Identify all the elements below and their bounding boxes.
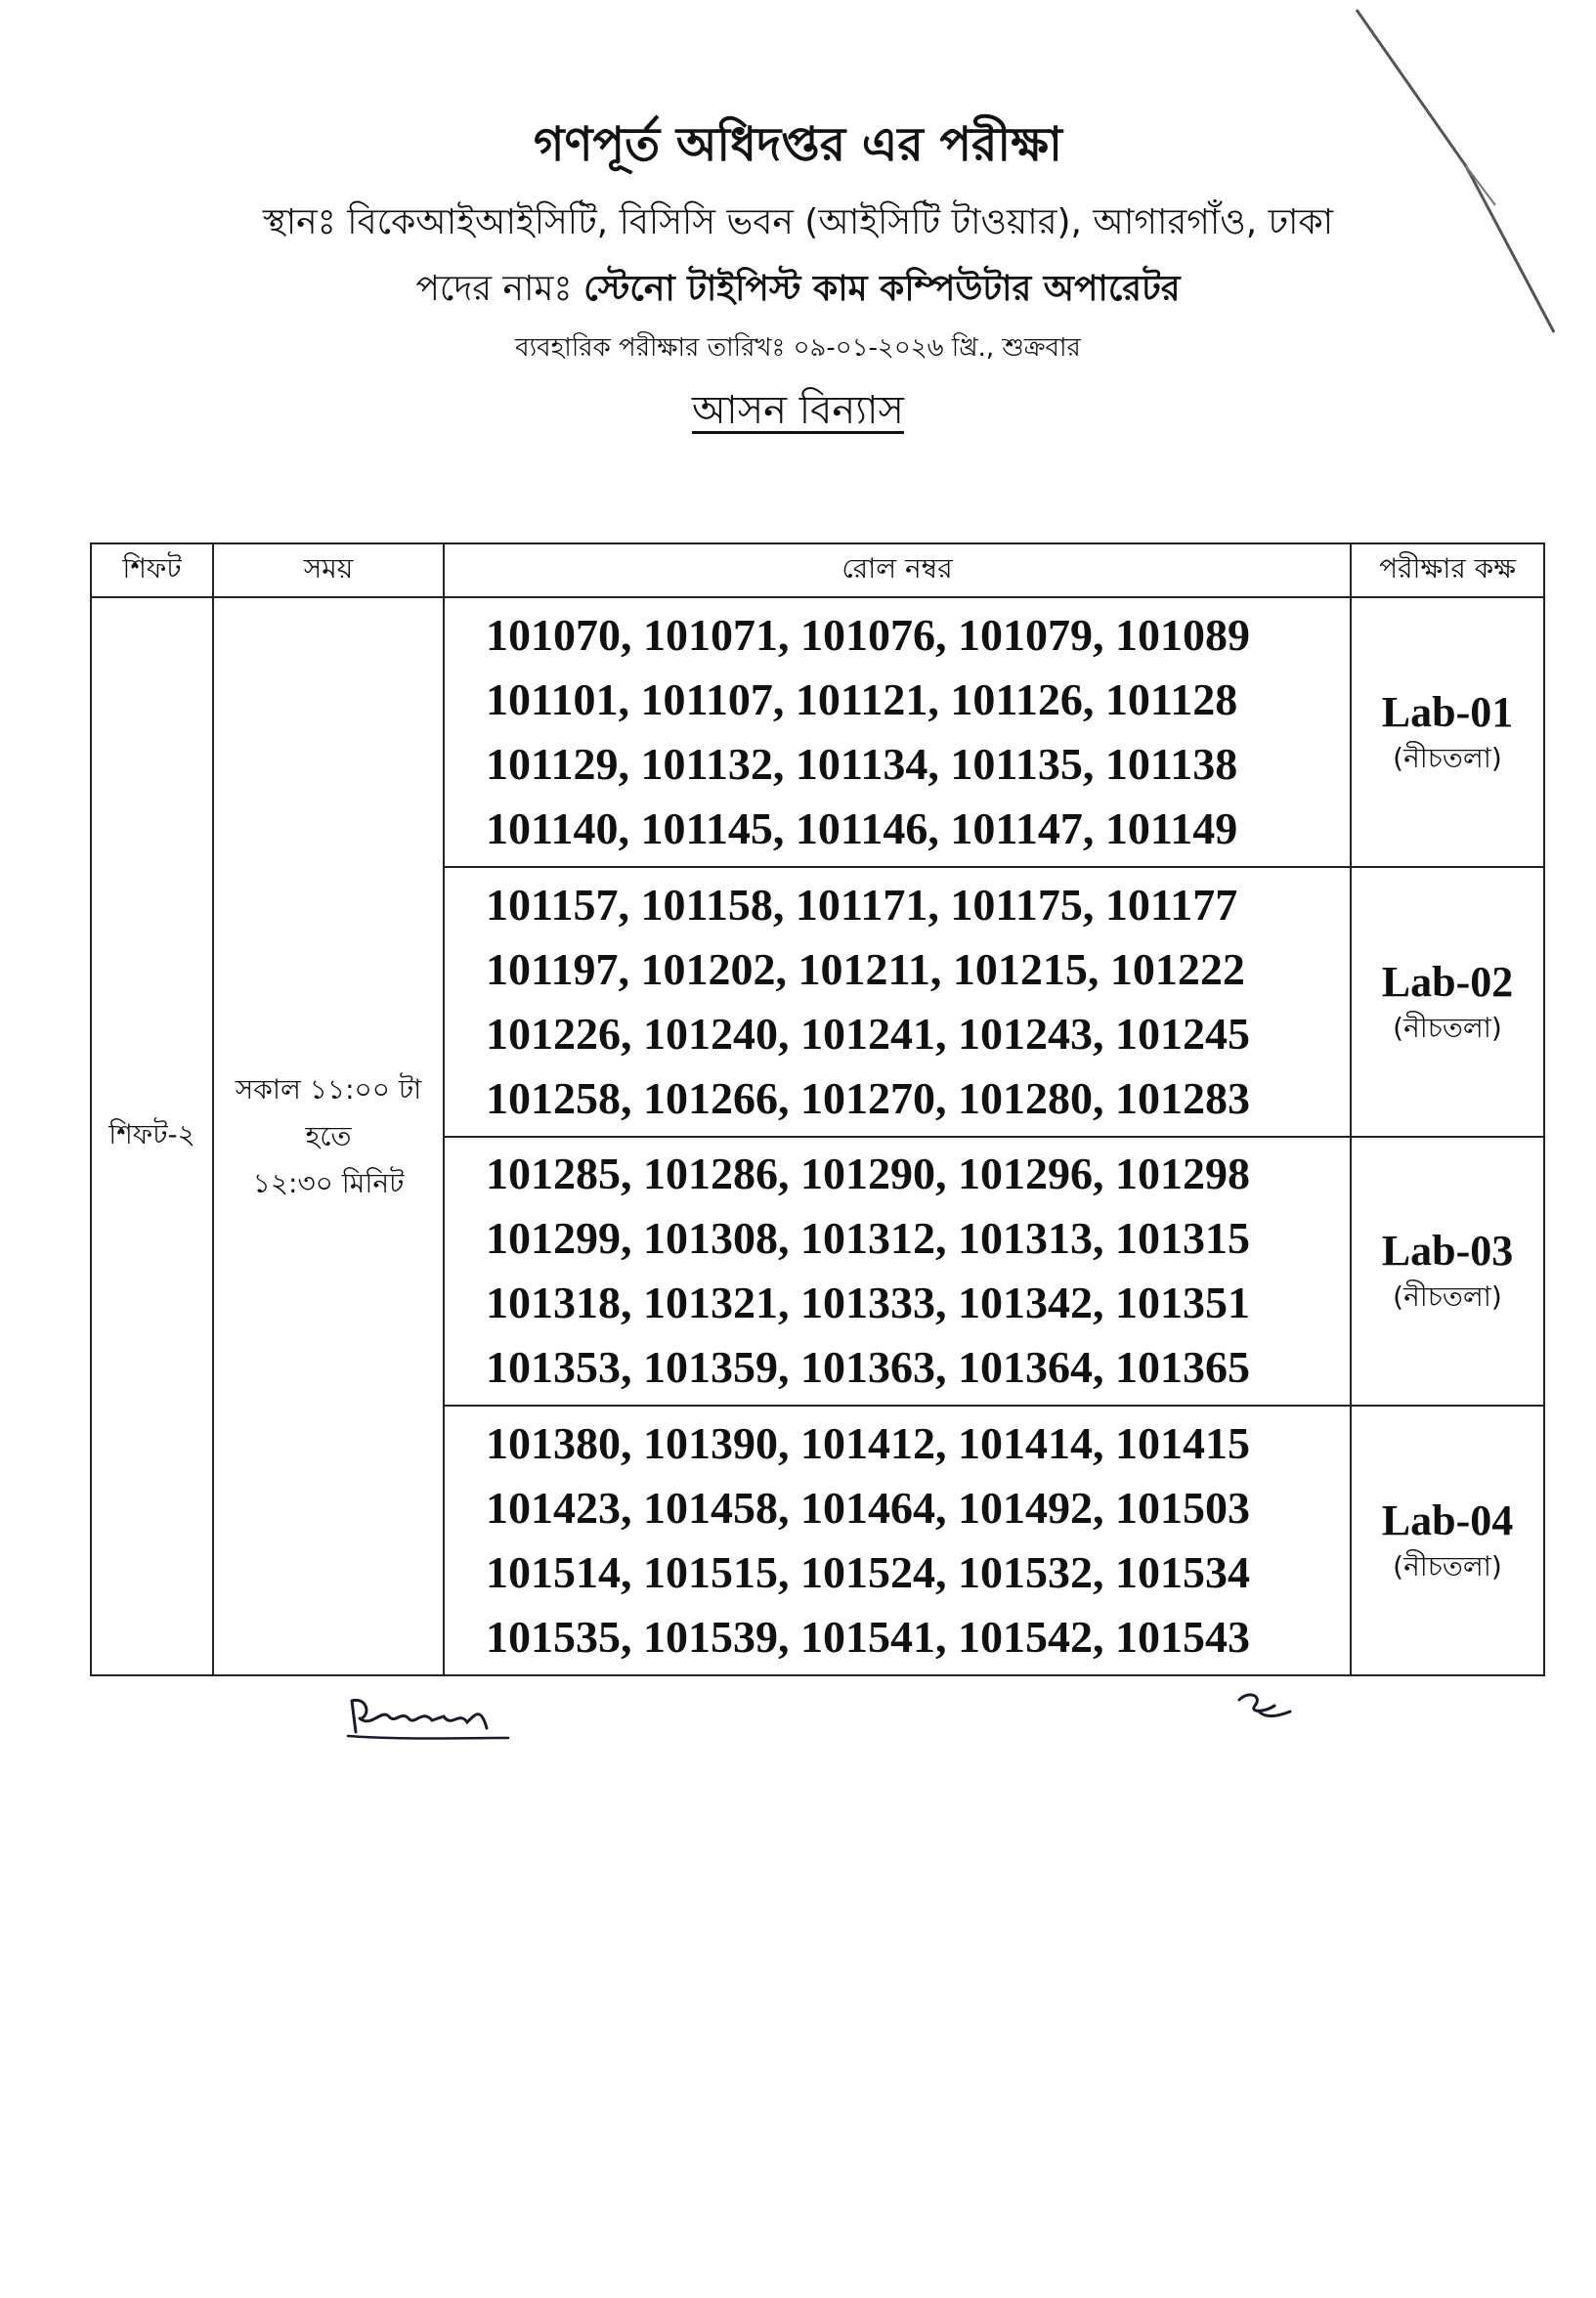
time-line: ১২:৩০ মিনিট (252, 1166, 405, 1199)
signature-right (1231, 1686, 1300, 1730)
roll-line: 101535, 101539, 101541, 101542, 101543 (486, 1612, 1250, 1663)
roll-line: 101140, 101145, 101146, 101147, 101149 (486, 802, 1238, 853)
roll-cell-lab-04 (444, 1406, 1351, 1675)
roll-line: 101423, 101458, 101464, 101492, 101503 (486, 1483, 1250, 1534)
lab-floor: (নীচতলা) (1393, 1280, 1502, 1314)
lab-name: Lab-04 (1381, 1496, 1514, 1545)
roll-line: 101353, 101359, 101363, 101364, 101365 (486, 1342, 1250, 1393)
seat-plan-table (90, 542, 1545, 1676)
room-cell-lab-01 (1351, 597, 1544, 867)
lab-floor: (নীচতলা) (1393, 1011, 1502, 1044)
roll-line: 101226, 101240, 101241, 101243, 101245 (486, 1008, 1250, 1059)
roll-line: 101299, 101308, 101312, 101313, 101315 (486, 1213, 1250, 1264)
signature-left (342, 1689, 518, 1748)
post-name: স্টেনো টাইপিস্ট কাম কম্পিউটার অপারেটর (583, 269, 1181, 309)
scan-edge-mark (1349, 0, 1564, 352)
roll-line: 101514, 101515, 101524, 101532, 101534 (486, 1547, 1250, 1598)
lab-name: Lab-01 (1381, 687, 1514, 736)
roll-line: 101129, 101132, 101134, 101135, 101138 (486, 738, 1238, 789)
exam-date: ব্যবহারিক পরীক্ষার তারিখঃ ০৯-০১-২০২৬ খ্রি., শুক্রবার (515, 333, 1081, 363)
roll-line: 101157, 101158, 101171, 101175, 101177 (486, 879, 1238, 930)
table-row (91, 597, 1544, 867)
roll-cell-lab-02 (444, 867, 1351, 1137)
roll-line: 101070, 101071, 101076, 101079, 101089 (486, 609, 1250, 660)
header-roll: রোল নম্বর (444, 543, 1351, 597)
lab-name: Lab-02 (1381, 957, 1514, 1006)
section-title: আসন বিন্যাস (692, 388, 904, 433)
lab-floor: (নীচতলা) (1393, 741, 1502, 774)
post-label: পদের নামঃ (415, 269, 573, 309)
lab-floor: (নীচতলা) (1393, 1550, 1502, 1583)
time-line: হতে (305, 1119, 352, 1152)
exam-venue: স্থানঃ বিকেআইআইসিটি, বিসিসি ভবন (আইসিটি টাওয়ার), আগারগাঁও, ঢাকা (262, 202, 1334, 242)
header-room: পরীক্ষার কক্ষ (1351, 543, 1544, 597)
roll-cell-lab-01 (444, 597, 1351, 867)
header-time: সময় (213, 543, 444, 597)
roll-line: 101197, 101202, 101211, 101215, 101222 (486, 943, 1245, 994)
roll-line: 101318, 101321, 101333, 101342, 101351 (486, 1278, 1250, 1328)
roll-line: 101101, 101107, 101121, 101126, 101128 (486, 673, 1238, 724)
roll-line: 101380, 101390, 101412, 101414, 101415 (486, 1418, 1250, 1469)
lab-name: Lab-03 (1381, 1227, 1514, 1276)
document-title: গণপূর্ত অধিদপ্তর এর পরীক্ষা (534, 117, 1062, 172)
room-cell-lab-04 (1351, 1406, 1544, 1675)
time-cell (213, 597, 444, 1675)
roll-line: 101258, 101266, 101270, 101280, 101283 (486, 1072, 1250, 1123)
room-cell-lab-02 (1351, 867, 1544, 1137)
section-title-wrap (0, 379, 1596, 445)
header-shift: শিফট (91, 543, 213, 597)
room-cell-lab-03 (1351, 1137, 1544, 1407)
roll-cell-lab-03 (444, 1137, 1351, 1407)
shift-cell: শিফট-২ (91, 597, 213, 1675)
time-line: সকাল ১১:০০ টা (235, 1072, 422, 1106)
roll-line: 101285, 101286, 101290, 101296, 101298 (486, 1149, 1250, 1199)
table-header-row (91, 543, 1544, 597)
